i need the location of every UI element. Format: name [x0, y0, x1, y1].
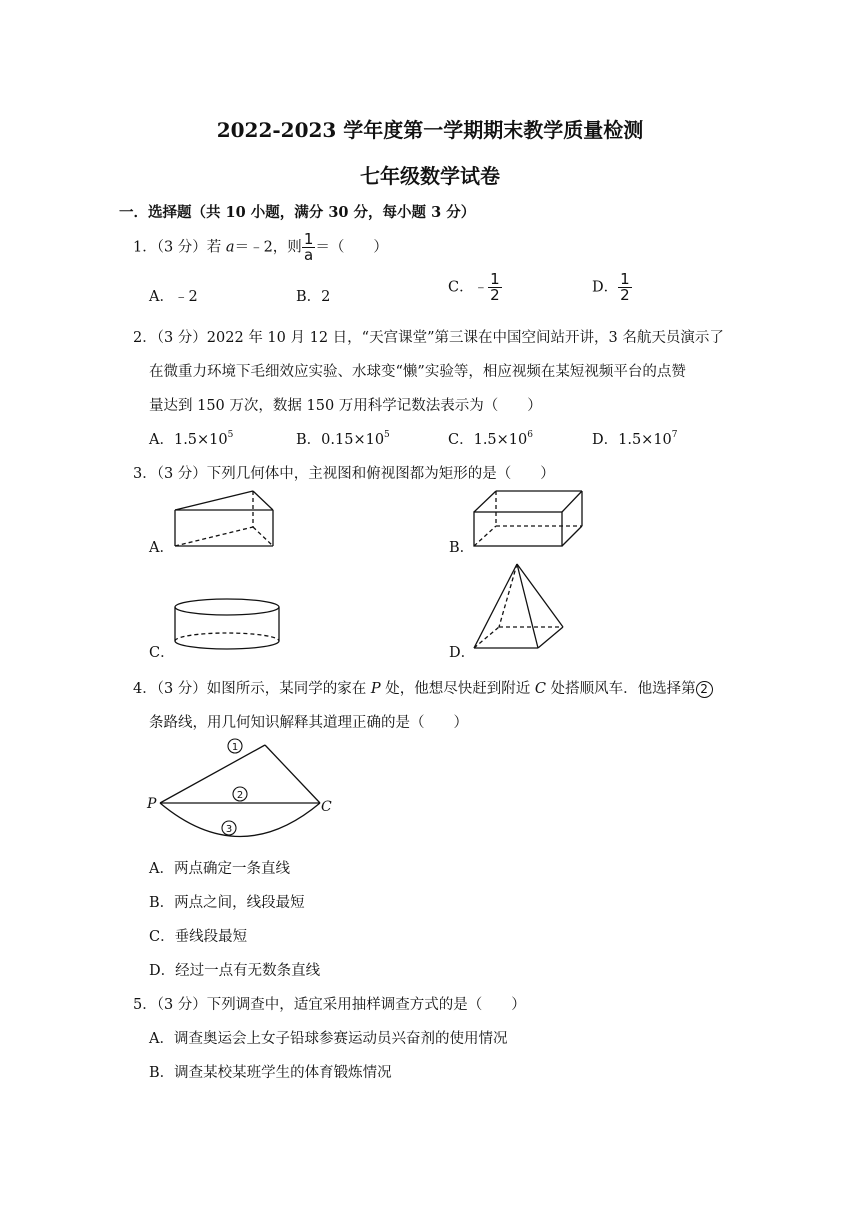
q1-fraction: $\frac{1}{a}$ [303, 230, 314, 264]
q3-stem: 3．（3 分）下列几何体中，主视图和俯视图都为矩形的是（ ） [133, 466, 555, 482]
q4-option-b: B．两点之间，线段最短 [149, 895, 305, 911]
point-c-label: C [321, 799, 332, 815]
q4-route-figure [145, 735, 345, 845]
exam-subtitle: 七年级数学试卷 [360, 164, 500, 188]
q4-option-c: C．垂线段最短 [149, 929, 248, 945]
q2-option-b: B．$0.15\times 10^5$ [296, 430, 390, 448]
q1-option-d: D． $\frac{1}{2}$ [592, 270, 630, 304]
route-2-label: 2 [236, 790, 244, 801]
q1-suffix: ＝（ ） [315, 239, 388, 256]
q1-mid: ＝﹣2，则 [234, 239, 302, 256]
exam-title: 2022-2023 学年度第一学期期末教学质量检测 [216, 118, 644, 142]
section-heading: 一．选择题（共 10 小题，满分 30 分，每小题 3 分） [119, 204, 476, 221]
q1-var-a: a [225, 239, 235, 256]
q1-option-b: B．2 [296, 289, 331, 305]
q5-option-b: B．调查某校某班学生的体育锻炼情况 [149, 1065, 392, 1081]
q4-option-a: A．两点确定一条直线 [149, 861, 290, 877]
q4-option-d: D．经过一点有无数条直线 [149, 963, 321, 979]
q3-label-d: D． [449, 645, 476, 661]
q2-line1: 2．（3 分）2022 年 10 月 12 日，“天宫课堂”第三课在中国空间站开讲，3 名航天员演示了 [133, 330, 724, 346]
q3-figure-a-triangular-prism [170, 488, 310, 558]
q2-option-c: C．$1.5\times 10^6$ [448, 430, 533, 448]
q2-line2: 在微重力环境下毛细效应实验、水球变“懒”实验等，相应视频在某短视频平台的点赞 [149, 364, 686, 380]
q3-label-a: A． [149, 540, 174, 556]
q2-line3: 量达到 150 万次，数据 150 万用科学记数法表示为（ ） [149, 398, 542, 414]
route-3-label: 3 [225, 824, 233, 835]
q3-figure-d-pyramid [470, 560, 580, 660]
q1-option-c: C．﹣ $\frac{1}{2}$ [448, 270, 500, 304]
q3-label-b: B． [449, 540, 475, 556]
q5-option-a: A．调查奥运会上女子铅球参赛运动员兴奋剂的使用情况 [149, 1031, 508, 1047]
point-p-label: P [147, 796, 157, 812]
q1-prefix: 1．（3 分）若 [133, 239, 226, 256]
q2-option-d: D．$1.5\times 10^7$ [592, 430, 678, 448]
q4-line1: 4．（3 分）如图所示，某同学的家在 P 处，他想尽快赶到附近 C 处搭顺风车．他选择第 2 [133, 677, 713, 698]
route-1-label: 1 [231, 742, 239, 753]
q5-stem: 5．（3 分）下列调查中，适宜采用抽样调查方式的是（ ） [133, 997, 526, 1013]
route-2-circled-number: 2 [696, 681, 713, 698]
q1-option-a: A．﹣2 [149, 289, 198, 305]
q3-figure-b-cuboid [470, 488, 600, 558]
q3-figure-c-cylinder [170, 596, 290, 656]
question-1 [133, 232, 388, 263]
q2-option-a: A．$1.5\times 10^5$ [149, 430, 234, 448]
q3-label-c: C． [149, 645, 175, 661]
q4-line2: 条路线，用几何知识解释其道理正确的是（ ） [149, 715, 468, 731]
